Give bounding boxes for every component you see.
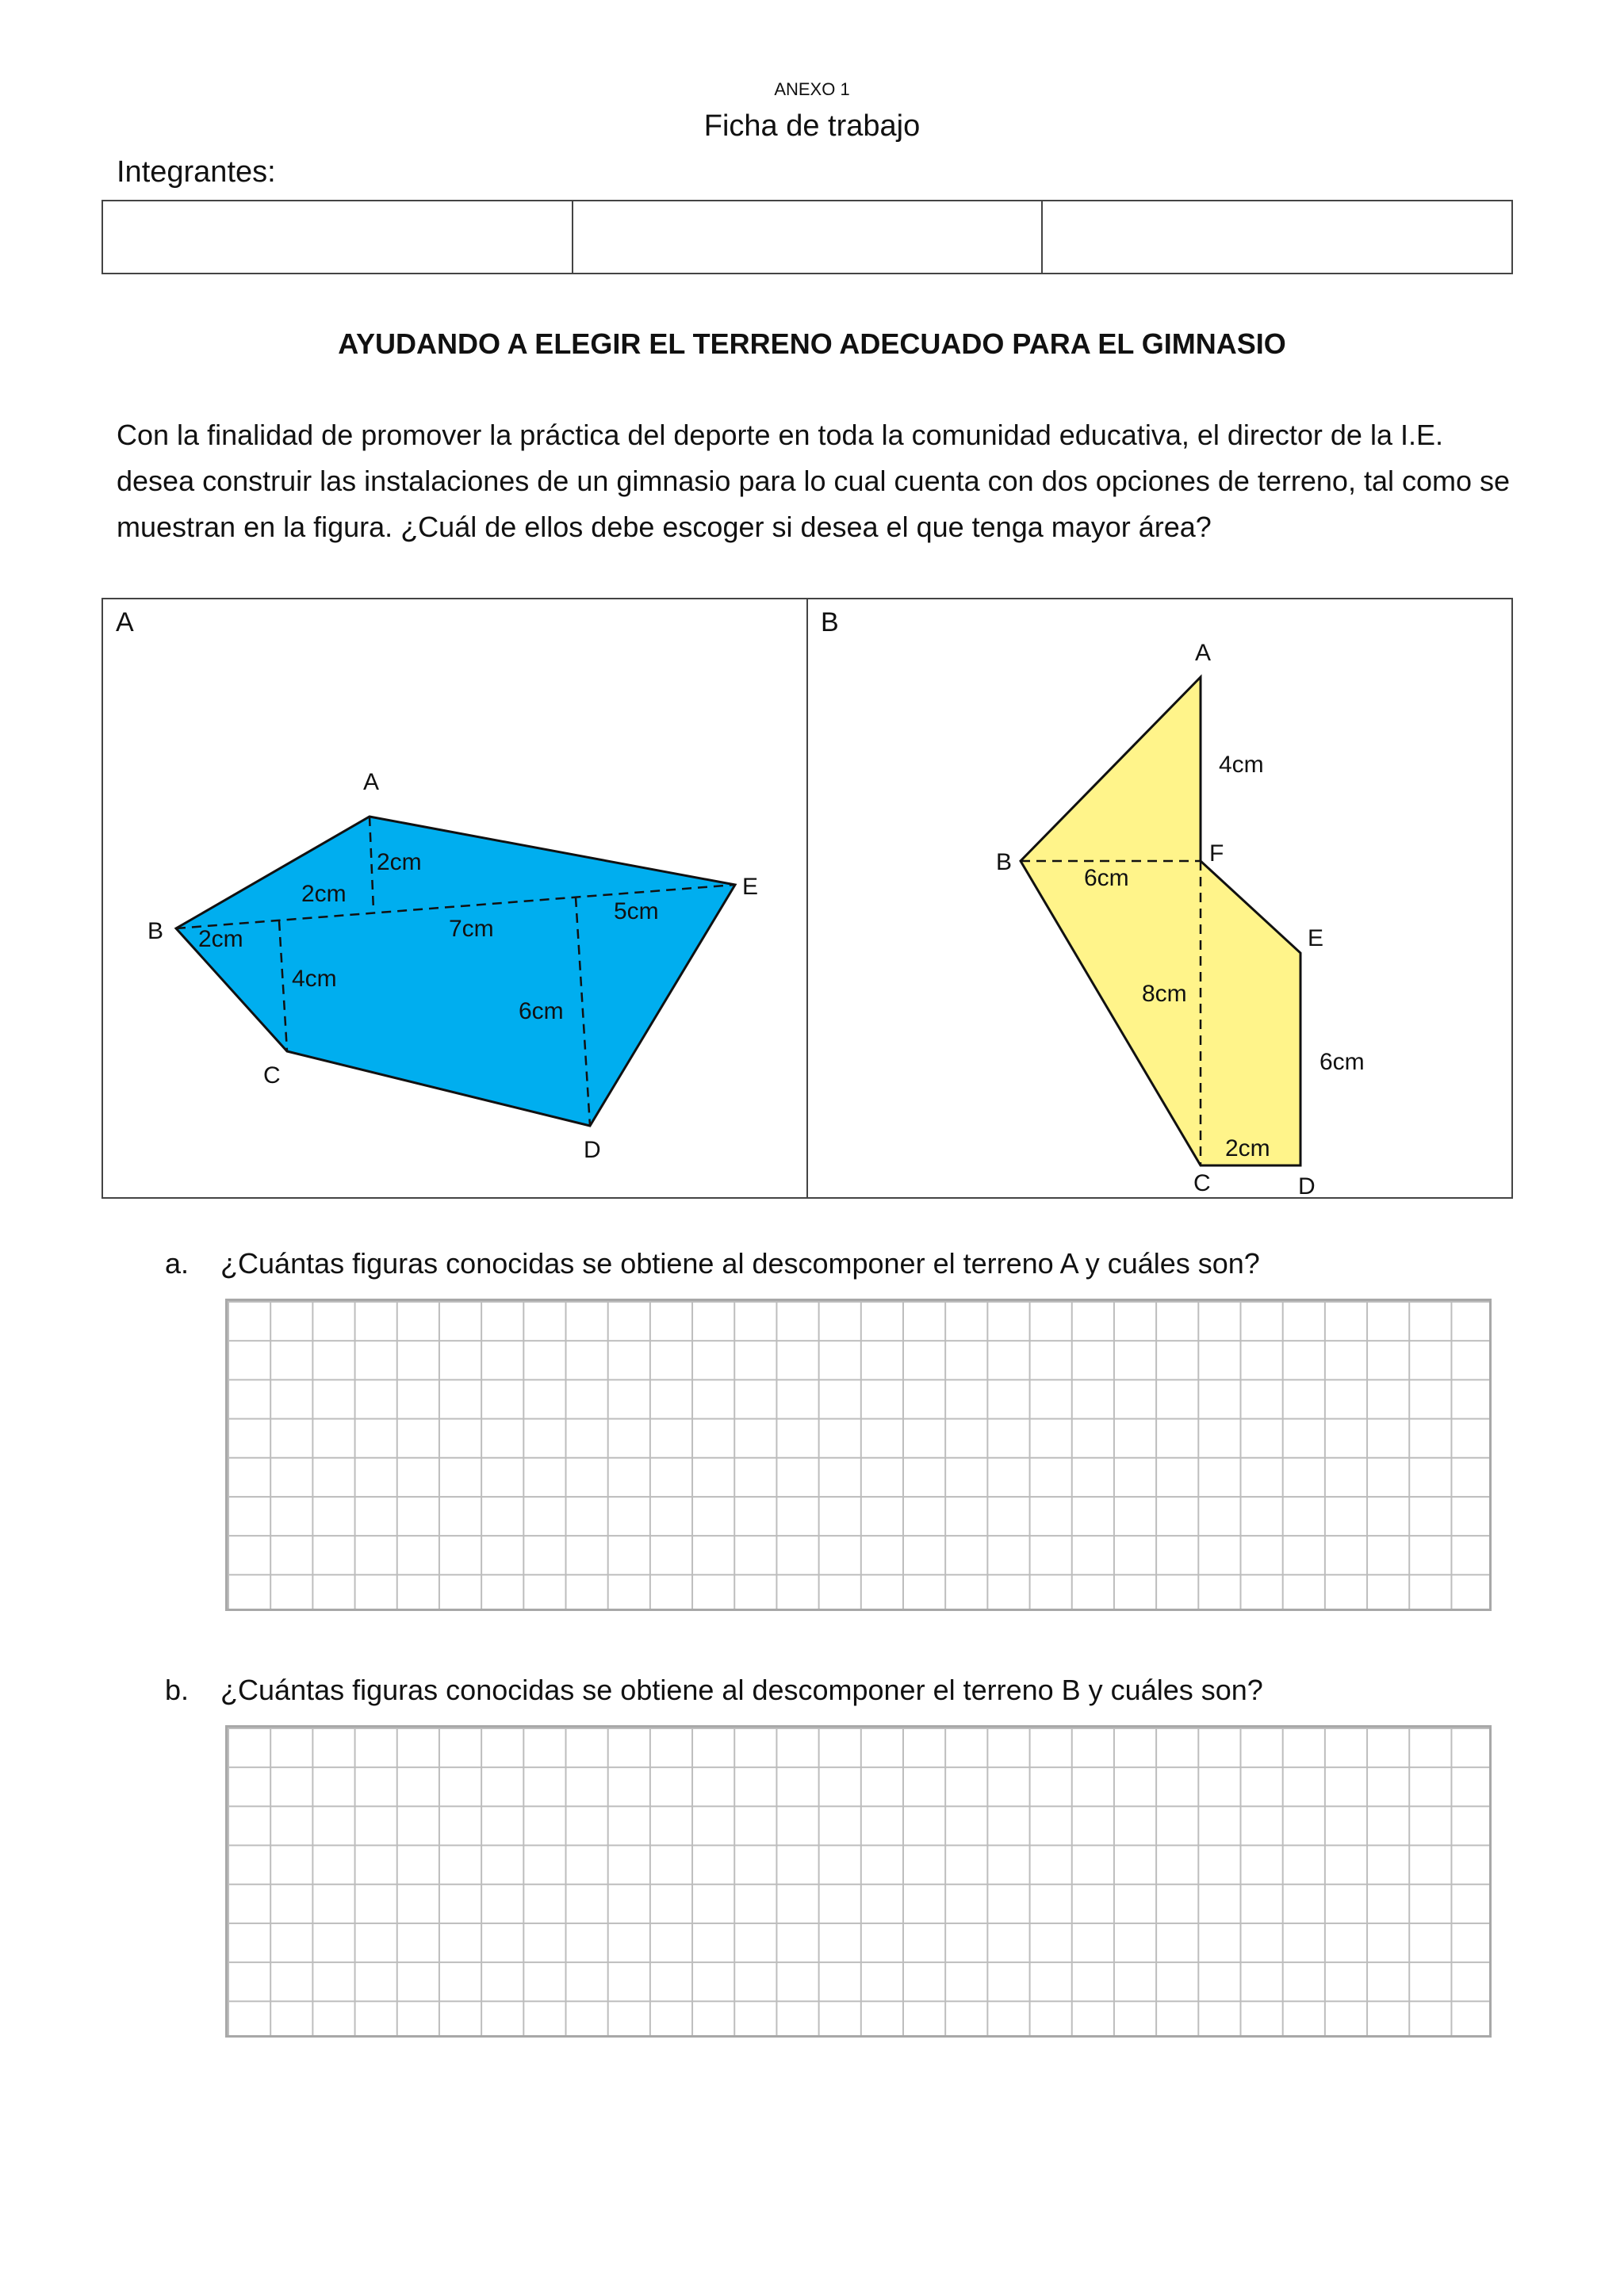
vertex-c-label: C — [1193, 1170, 1211, 1196]
terrain-b-shape — [1021, 677, 1300, 1165]
figure-b-panel-label: B — [821, 607, 839, 637]
vertex-b-label: B — [147, 918, 164, 944]
measure-d-height: 6cm — [519, 998, 564, 1024]
answer-grid-a[interactable] — [225, 1299, 1492, 1611]
figure-a-panel — [103, 599, 808, 1197]
members-label: Integrantes: — [117, 155, 276, 189]
measure-ed: 6cm — [1320, 1049, 1365, 1075]
members-table — [102, 200, 1513, 274]
vertex-e-label: E — [1308, 925, 1324, 951]
question-a-text: ¿Cuántas figuras conocidas se obtiene al descomponer el terreno A y cuáles son? — [220, 1247, 1260, 1280]
measure-af: 4cm — [1219, 752, 1264, 778]
figure-b-diagram — [808, 599, 1512, 1197]
measure-bf: 6cm — [1084, 865, 1129, 891]
problem-statement: Con la finalidad de promover la práctica del deporte en toda la comunidad educativa, el director de la I.E. desea construir las instalaciones de un gimnasio para lo cual cuenta con dos opciones de terreno, tal como se muestran en la figura. ¿Cuál de ellos debe escoger si desea el que tenga mayor área? — [117, 419, 1511, 543]
figure-a-diagram — [103, 599, 807, 1197]
measure-a-height: 2cm — [377, 849, 422, 875]
measure-mid: 7cm — [449, 916, 494, 942]
answer-grid-b[interactable] — [225, 1725, 1492, 2038]
terrain-a-shape — [176, 817, 735, 1126]
main-title: AYUDANDO A ELEGIR EL TERRENO ADECUADO PARA EL GIMNASIO — [338, 327, 1286, 360]
measure-fc: 8cm — [1142, 981, 1187, 1007]
figure-b-panel — [808, 599, 1511, 1197]
vertex-a-label: A — [1195, 640, 1212, 666]
vertex-d-label: D — [584, 1137, 601, 1163]
measure-right: 5cm — [614, 898, 659, 924]
figures-table — [102, 598, 1513, 1199]
member-cell-1[interactable] — [103, 201, 573, 273]
member-cell-3[interactable] — [1043, 201, 1511, 273]
vertex-a-label: A — [363, 769, 380, 795]
annex-label: ANEXO 1 — [774, 79, 850, 99]
question-b-marker: b. — [165, 1674, 190, 1706]
question-b — [165, 1674, 1263, 1707]
member-cell-2[interactable] — [573, 201, 1044, 273]
measure-ab-top: 2cm — [301, 881, 347, 907]
question-a — [165, 1247, 1260, 1280]
figure-a-panel-label: A — [116, 607, 134, 637]
sheet-title: Ficha de trabajo — [703, 109, 921, 143]
vertex-b-label: B — [996, 849, 1013, 875]
question-b-text: ¿Cuántas figuras conocidas se obtiene al descomponer el terreno B y cuáles son? — [220, 1674, 1263, 1706]
question-a-marker: a. — [165, 1247, 190, 1280]
vertex-e-label: E — [742, 874, 759, 900]
measure-c-height: 4cm — [292, 966, 337, 992]
measure-cd: 2cm — [1225, 1135, 1270, 1161]
vertex-f-label: F — [1209, 840, 1224, 867]
measure-b-left: 2cm — [198, 926, 243, 952]
vertex-c-label: C — [263, 1062, 281, 1089]
vertex-d-label: D — [1298, 1173, 1316, 1197]
